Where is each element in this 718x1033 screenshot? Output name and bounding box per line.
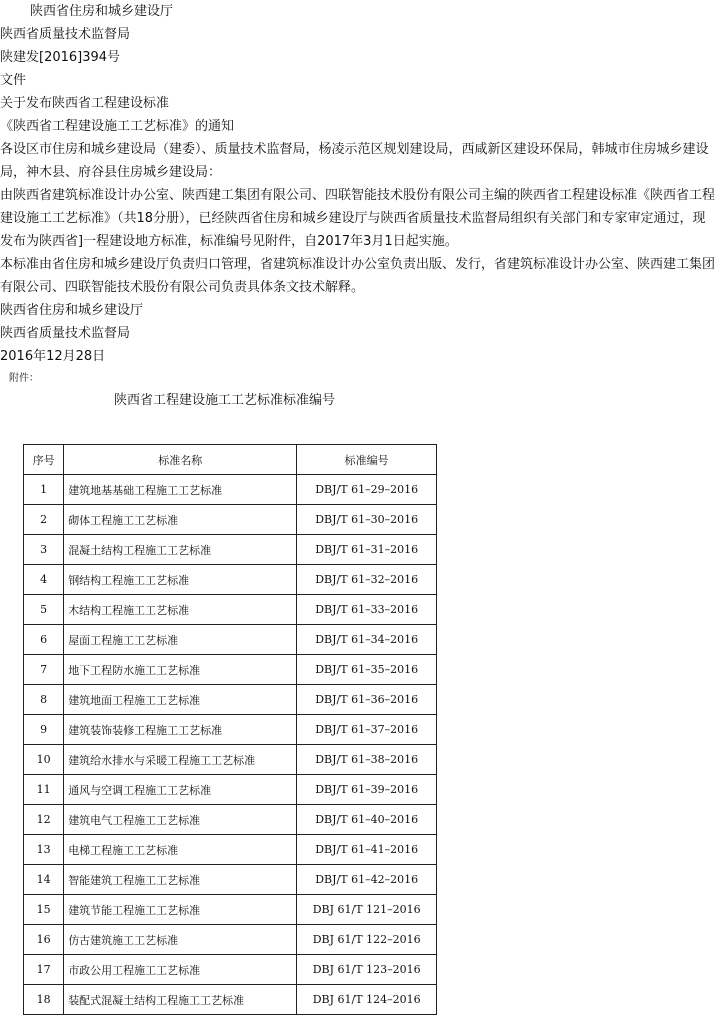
row-standard-code: DBJ/T 61–40–2016 bbox=[297, 805, 437, 835]
table-row bbox=[24, 865, 437, 895]
attachment-label: 附件： bbox=[9, 373, 39, 384]
standards-table bbox=[23, 444, 437, 1015]
issuer-top-1: 陕西省住房和城乡建设厅 bbox=[30, 4, 174, 19]
row-standard-code: DBJ/T 61–34–2016 bbox=[297, 625, 437, 655]
row-standard-name: 砌体工程施工工艺标准 bbox=[64, 505, 297, 535]
row-standard-code: DBJ/T 61–37–2016 bbox=[297, 715, 437, 745]
row-number: 15 bbox=[24, 895, 64, 925]
row-standard-code: DBJ 61/T 124–2016 bbox=[297, 985, 437, 1015]
body-paragraph-1: 由陕西省建筑标准设计办公室、陕西建工集团有限公司、四联智能技术股份有限公司主编的陕西省工程建设标准《陕西省工程建设施工工艺标准》（共18分册），已经陕西省住房和城乡建设厅与陕西省质量技术监督局组织有关部门和专家审定通过，现发布为陕西省]一程建设地方标准，标准编号见附件，自2017年3月1日起实施。 bbox=[0, 188, 716, 249]
row-standard-name: 地下工程防水施工工艺标准 bbox=[64, 655, 297, 685]
row-standard-name: 木结构工程施工工艺标准 bbox=[64, 595, 297, 625]
table-row bbox=[24, 505, 437, 535]
row-number: 7 bbox=[24, 655, 64, 685]
row-number: 6 bbox=[24, 625, 64, 655]
row-standard-code: DBJ/T 61–32–2016 bbox=[297, 565, 437, 595]
row-standard-name: 建筑给水排水与采暖工程施工工艺标准 bbox=[64, 745, 297, 775]
table-row bbox=[24, 595, 437, 625]
row-standard-code: DBJ/T 61–38–2016 bbox=[297, 745, 437, 775]
row-standard-code: DBJ/T 61–41–2016 bbox=[297, 835, 437, 865]
table-row bbox=[24, 535, 437, 565]
row-standard-code: DBJ/T 61–36–2016 bbox=[297, 685, 437, 715]
header-no: 序号 bbox=[24, 445, 64, 475]
recipients-paragraph: 各设区市住房和城乡建设局（建委）、质量技术监督局，杨凌示范区规划建设局，西咸新区建设环保局，韩城市住房城乡建设局，神木县、府谷县住房城乡建设局： bbox=[0, 142, 709, 180]
row-number: 3 bbox=[24, 535, 64, 565]
row-number: 2 bbox=[24, 505, 64, 535]
row-standard-code: DBJ/T 61–33–2016 bbox=[297, 595, 437, 625]
row-number: 14 bbox=[24, 865, 64, 895]
header-code: 标准编号 bbox=[297, 445, 437, 475]
table-row bbox=[24, 745, 437, 775]
table-row bbox=[24, 955, 437, 985]
row-number: 1 bbox=[24, 475, 64, 505]
row-standard-name: 电梯工程施工工艺标准 bbox=[64, 835, 297, 865]
row-standard-name: 建筑电气工程施工工艺标准 bbox=[64, 805, 297, 835]
signature-issuer-2: 陕西省质量技术监督局 bbox=[0, 326, 131, 341]
row-standard-name: 钢结构工程施工工艺标准 bbox=[64, 565, 297, 595]
notice-document bbox=[0, 0, 718, 368]
table-row bbox=[24, 475, 437, 505]
table-row bbox=[24, 985, 437, 1015]
row-standard-name: 市政公用工程施工工艺标准 bbox=[64, 955, 297, 985]
header-name: 标准名称 bbox=[64, 445, 297, 475]
row-number: 16 bbox=[24, 925, 64, 955]
row-number: 8 bbox=[24, 685, 64, 715]
row-standard-name: 混凝土结构工程施工工艺标准 bbox=[64, 535, 297, 565]
table-row bbox=[24, 565, 437, 595]
row-standard-code: DBJ/T 61–29–2016 bbox=[297, 475, 437, 505]
notice-title-line-1: 关于发布陕西省工程建设标准 bbox=[0, 96, 170, 111]
row-standard-code: DBJ/T 61–39–2016 bbox=[297, 775, 437, 805]
table-row bbox=[24, 805, 437, 835]
table-row bbox=[24, 775, 437, 805]
attachment-table-title: 陕西省工程建设施工工艺标准标准编号 bbox=[114, 393, 336, 408]
table-row bbox=[24, 835, 437, 865]
row-number: 18 bbox=[24, 985, 64, 1015]
table-row bbox=[24, 685, 437, 715]
row-number: 17 bbox=[24, 955, 64, 985]
table-row bbox=[24, 625, 437, 655]
row-standard-name: 屋面工程施工工艺标准 bbox=[64, 625, 297, 655]
row-number: 11 bbox=[24, 775, 64, 805]
row-standard-name: 建筑地基基础工程施工工艺标准 bbox=[64, 475, 297, 505]
table-row bbox=[24, 925, 437, 955]
document-number: 陕建发[2016]394号 bbox=[0, 50, 121, 65]
row-standard-name: 通风与空调工程施工工艺标准 bbox=[64, 775, 297, 805]
row-standard-code: DBJ 61/T 121–2016 bbox=[297, 895, 437, 925]
row-number: 5 bbox=[24, 595, 64, 625]
row-standard-name: 装配式混凝土结构工程施工工艺标准 bbox=[64, 985, 297, 1015]
row-standard-code: DBJ 61/T 123–2016 bbox=[297, 955, 437, 985]
table-row bbox=[24, 655, 437, 685]
table-header-row bbox=[24, 445, 437, 475]
table-row bbox=[24, 715, 437, 745]
notice-title-line-2: 《陕西省工程建设施工工艺标准》的通知 bbox=[0, 119, 235, 134]
issuer-top-2: 陕西省质量技术监督局 bbox=[0, 27, 131, 42]
row-standard-code: DBJ/T 61–42–2016 bbox=[297, 865, 437, 895]
row-standard-name: 建筑地面工程施工工艺标准 bbox=[64, 685, 297, 715]
row-standard-name: 建筑节能工程施工工艺标准 bbox=[64, 895, 297, 925]
row-standard-code: DBJ/T 61–31–2016 bbox=[297, 535, 437, 565]
row-number: 12 bbox=[24, 805, 64, 835]
row-standard-code: DBJ/T 61–35–2016 bbox=[297, 655, 437, 685]
row-standard-name: 智能建筑工程施工工艺标准 bbox=[64, 865, 297, 895]
document-type: 文件 bbox=[0, 73, 27, 88]
row-standard-code: DBJ 61/T 122–2016 bbox=[297, 925, 437, 955]
issue-date: 2016年12月28日 bbox=[0, 349, 106, 364]
row-number: 9 bbox=[24, 715, 64, 745]
row-standard-name: 建筑装饰装修工程施工工艺标准 bbox=[64, 715, 297, 745]
row-standard-code: DBJ/T 61–30–2016 bbox=[297, 505, 437, 535]
row-number: 10 bbox=[24, 745, 64, 775]
signature-issuer-1: 陕西省住房和城乡建设厅 bbox=[0, 303, 144, 318]
row-standard-name: 仿古建筑施工工艺标准 bbox=[64, 925, 297, 955]
body-paragraph-2: 本标准由省住房和城乡建设厅负责归口管理，省建筑标准设计办公室负责出版、发行，省建筑标准设计办公室、陕西建工集团有限公司、四联智能技术股份有限公司负责具体条文技术解释。 bbox=[0, 257, 716, 295]
table-body bbox=[24, 475, 437, 1015]
row-number: 4 bbox=[24, 565, 64, 595]
row-number: 13 bbox=[24, 835, 64, 865]
table-row bbox=[24, 895, 437, 925]
